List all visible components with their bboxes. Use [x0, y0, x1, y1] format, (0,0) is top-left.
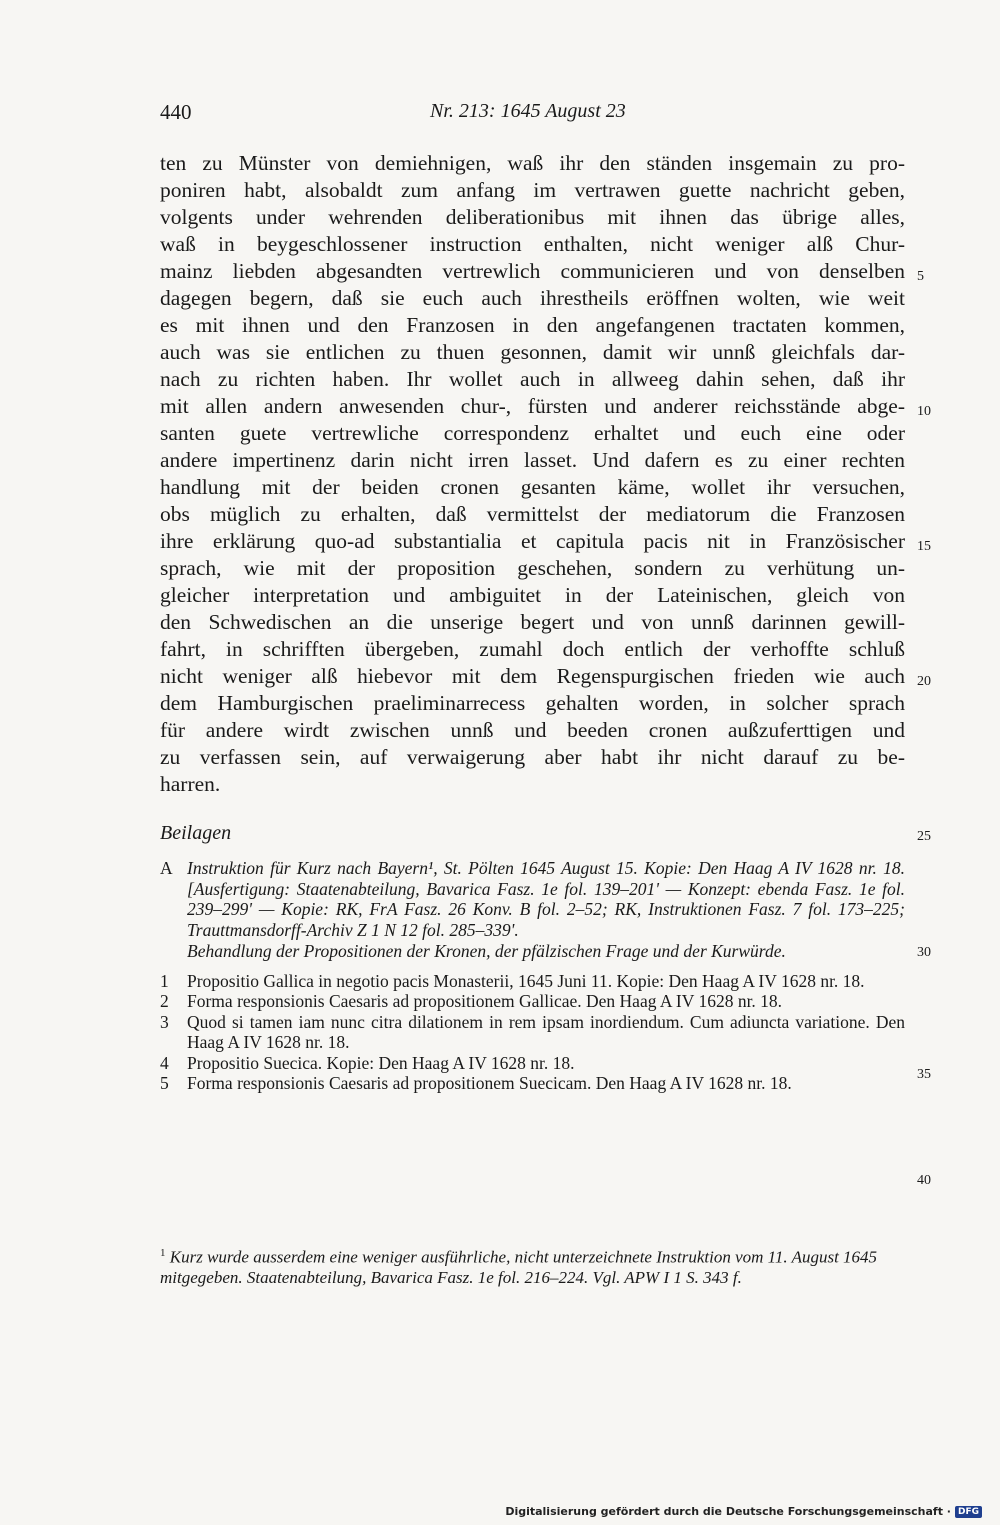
text-line: es mit ihnen und den Franzosen in den angefangenen tractaten kommen, — [160, 313, 905, 337]
text-line: fahrt, in schrifften übergeben, zumahl doch entlich der verhoffte schluß — [160, 637, 905, 661]
footnote-marker: 1 — [160, 1247, 166, 1259]
line-number: 5 — [917, 269, 924, 284]
list-item — [160, 991, 905, 1012]
list-item — [160, 971, 905, 992]
beilagen-heading: Beilagen — [160, 822, 232, 844]
entry-label: 4 — [160, 1052, 169, 1073]
text-line: auch was sie entlichen zu thuen gesonnen, damit wir unnß gleichfals dar- — [160, 340, 905, 364]
text-line: andere impertinenz darin nicht irren lasset. Und dafern es zu einer rechten — [160, 448, 905, 472]
text-line: für andere wirdt zwischen unnß und beeden cronen außzuferttigen und — [160, 718, 905, 742]
text-line: gleicher interpretation und ambiguitet in der Lateinischen, gleich von — [160, 583, 905, 607]
beilagen-list — [160, 858, 905, 1094]
dfg-logo-icon: DFG — [955, 1506, 982, 1518]
text-line: zu verfassen sein, auf verwaigerung aber habt ihr nicht darauf zu be- — [160, 745, 905, 769]
footnote — [160, 1243, 905, 1289]
text-line: dem Hamburgischen praeliminarrecess gehalten worden, in solcher sprach — [160, 691, 905, 715]
line-number: 40 — [917, 1173, 931, 1188]
entry-summary: Behandlung der Propositionen der Kronen, der pfälzischen Frage und der Kurwürde. — [187, 941, 786, 961]
entry-label: 5 — [160, 1073, 169, 1093]
line-number: 20 — [917, 674, 931, 689]
entry-text: Quod si tamen iam nunc citra dilationem in rem ipsam inordiendum. Cum adiuncta variatione. Den Haag A IV 1628 nr. 18. — [187, 1011, 905, 1052]
text-line: sprach, wie mit der proposition geschehen, sondern zu verhütung un- — [160, 556, 905, 580]
entry-text: Forma responsionis Caesaris ad propositionem Suecicam. Den Haag A IV 1628 nr. 18. — [187, 1073, 792, 1093]
line-number: 15 — [917, 539, 931, 554]
text-line: dagegen begern, daß sie euch auch ihrestheils eröffnen wolten, wie weit — [160, 286, 905, 310]
line-number: 25 — [917, 829, 931, 844]
text-line: santen guete vertrewliche correspondenz erhaltet und euch eine oder — [160, 421, 905, 445]
line-number: 35 — [917, 1067, 931, 1082]
page-number: 440 — [160, 100, 192, 124]
main-text — [160, 150, 905, 798]
digitization-notice — [505, 1505, 982, 1518]
entry-label: 2 — [160, 991, 169, 1011]
text-line: nach zu richten haben. Ihr wollet auch in allweeg dahin sehen, daß ihr — [160, 367, 905, 391]
text-line: den Schwedischen an die unserige begert und von unnß darinnen gewill- — [160, 610, 905, 634]
text-line: mit allen andern anwesenden chur-, fürsten und anderer reichsstände abge- — [160, 394, 905, 418]
text-line: poniren habt, alsobaldt zum anfang im vertrawen guette nachricht geben, — [160, 178, 905, 202]
text-line: waß in beygeschlossener instruction enthalten, nicht weniger alß Chur- — [160, 232, 905, 256]
line-number: 30 — [917, 945, 931, 960]
entry-text: Propositio Gallica in negotio pacis Monasterii, 1645 Juni 11. Kopie: Den Haag A IV 1628 nr. 18. — [187, 970, 865, 991]
footnote-text: Kurz wurde ausserdem eine weniger ausführliche, nicht unterzeichnete Instruktion vom 11. August 1645 mitgegeben. Staatenabteilung, Bavarica Fasz. 1e fol. 216–224. Vgl. APW I 1 S. 343 f. — [160, 1247, 878, 1288]
entry-label: 1 — [160, 970, 169, 991]
text-line: nicht weniger alß hiebevor mit dem Regenspurgischen frieden wie auch — [160, 664, 905, 688]
text-line: mainz liebden abgesandten vertrewlich communicieren und von denselben — [160, 259, 905, 283]
beilage-entry-a — [160, 858, 905, 962]
list-item — [160, 1053, 905, 1074]
entry-label: 3 — [160, 1011, 169, 1032]
entry-label: A — [160, 858, 173, 878]
list-item — [160, 1012, 905, 1053]
text-line: obs müglich zu erhalten, daß vermittelst der mediatorum die Franzosen — [160, 502, 905, 526]
entry-text: Instruktion für Kurz nach Bayern¹, St. Pölten 1645 August 15. Kopie: Den Haag A IV 1628 nr. 18. [Ausfertigung: Staatenabteilung, Bavarica Fasz. 1e fol. 139–201' — Konzept: ebenda Fasz. 1e fol. 239–299' — Kopie: RK, FrA Fasz. 26 Konv. B fol. 2–52; RK, Instruktionen Fasz. 7 fol. 173–225; Trauttmansdorff-Archiv Z 1 N 12 fol. 285–339'. — [187, 858, 905, 940]
entry-text: Propositio Suecica. Kopie: Den Haag A IV 1628 nr. 18. — [187, 1052, 575, 1073]
text-line: harren. — [160, 772, 221, 796]
running-head: Nr. 213: 1645 August 23 — [430, 100, 626, 122]
list-item — [160, 1073, 905, 1094]
digitization-text: Digitalisierung gefördert durch die Deutsche Forschungsgemeinschaft · — [505, 1505, 951, 1518]
line-number: 10 — [917, 404, 931, 419]
text-line: handlung mit der beiden cronen gesanten käme, wollet ihr versuchen, — [160, 475, 905, 499]
text-line: ten zu Münster von demiehnigen, waß ihr den ständen insgemain zu pro- — [160, 151, 905, 175]
text-line: ihre erklärung quo-ad substantialia et capitula pacis nit in Französischer — [160, 529, 905, 553]
text-line: volgents under wehrenden deliberationibus mit ihnen das übrige alles, — [160, 205, 905, 229]
entry-text: Forma responsionis Caesaris ad propositionem Gallicae. Den Haag A IV 1628 nr. 18. — [187, 991, 783, 1011]
